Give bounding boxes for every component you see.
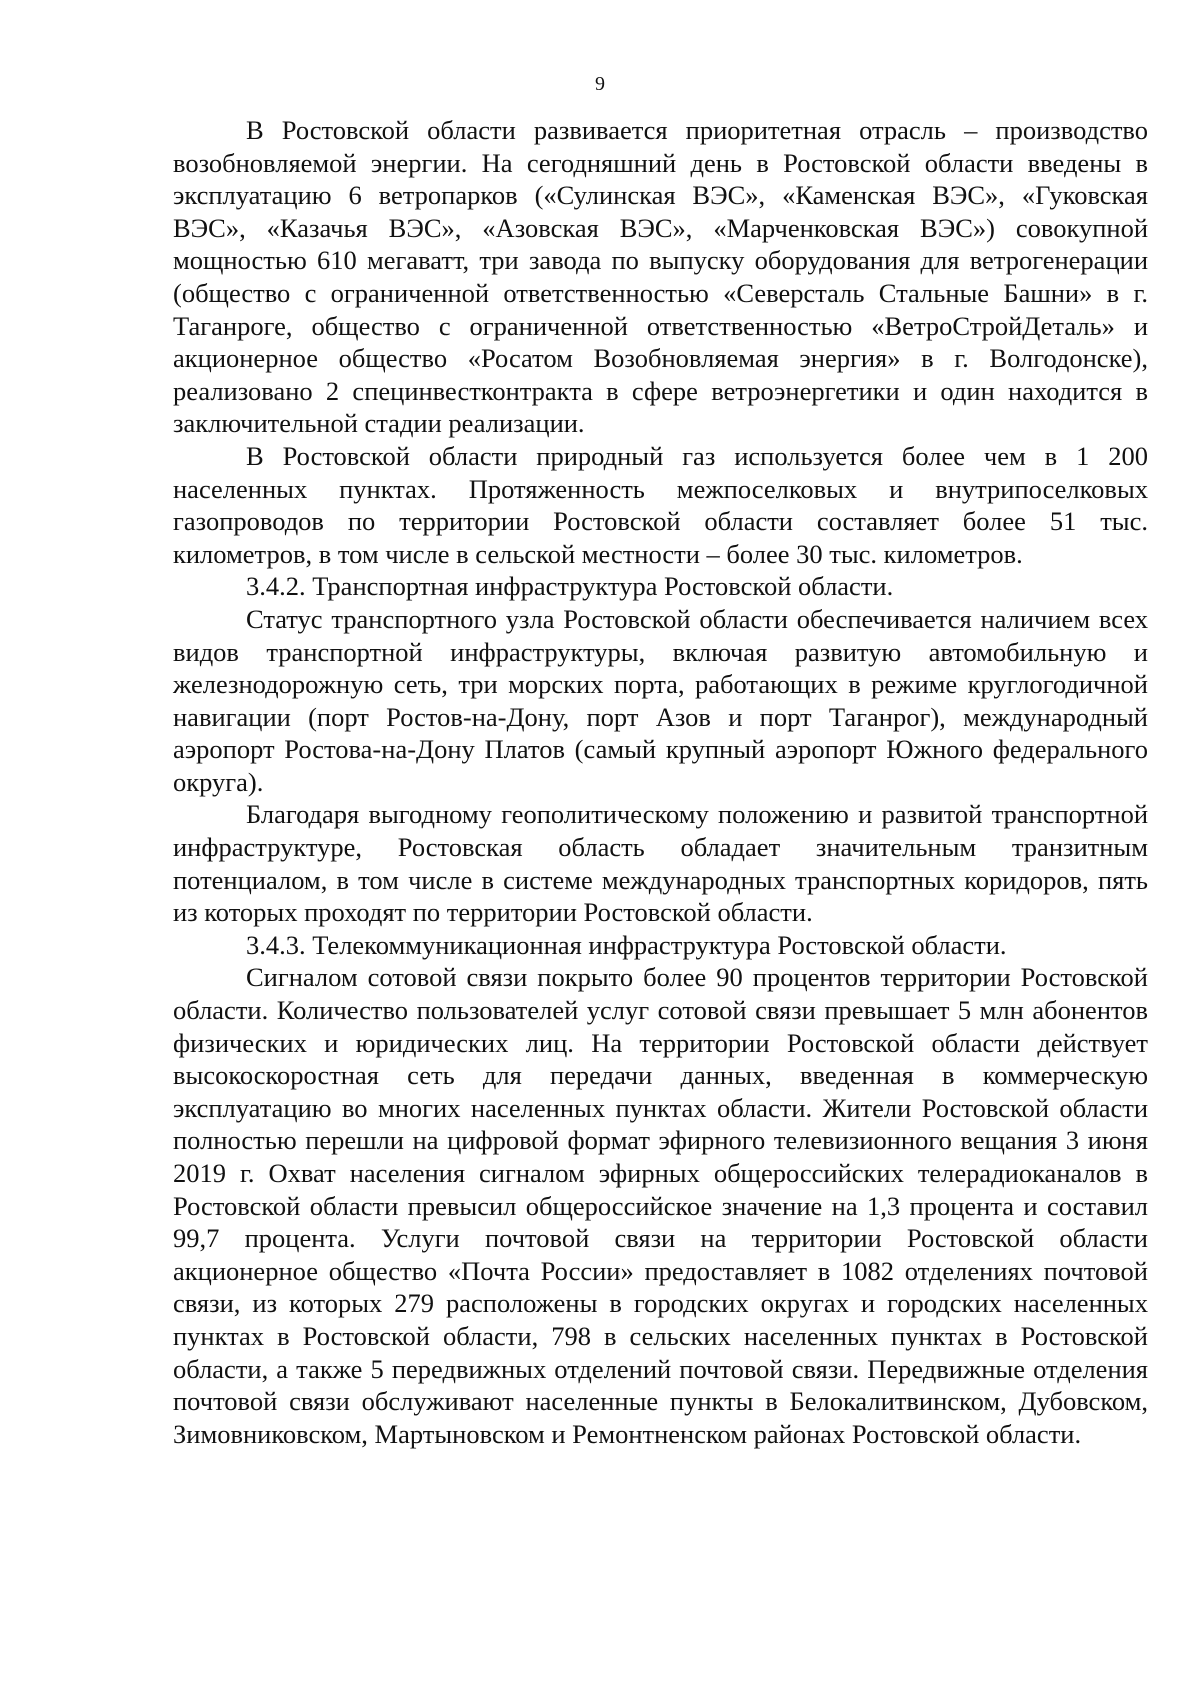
section-heading-transport: 3.4.2. Транспортная инфраструктура Ростовской области. xyxy=(246,571,894,602)
paragraph-renewable-energy: В Ростовской области развивается приоритетная отрасль – производство возобновляемой энергии. На сегодняшний день в Ростовской области введены в эксплуатацию 6 ветропарков («Сулинская ВЭС», «Каменская ВЭС», «Гуковская ВЭС», «Казачья ВЭС», «Азовская ВЭС», «Марченковская ВЭС») совокупной мощностью 610 мегаватт, три завода по выпуску оборудования для ветрогенерации (общество с ограниченной ответственностью «Северсталь Стальные Башни» в г. Таганроге, общество с ограниченной ответственностью «ВетроСтройДеталь» и акционерное общество «Росатом Возобновляемая энергия» в г. Волгодонске), реализовано 2 специнвестконтракта в сфере ветроэнергетики и один находится в заключительной стадии реализации. xyxy=(173,115,1148,439)
paragraph-natural-gas: В Ростовской области природный газ используется более чем в 1 200 населенных пунктах. Протяженность межпоселковых и внутрипоселковых газопроводов по территории Ростовской области составляет более 51 тыс. километров, в том числе в сельской местности – более 30 тыс. километров. xyxy=(173,440,1148,569)
paragraph-transit-potential: Благодаря выгодному геополитическому положению и развитой транспортной инфраструктуре, Ростовская область обладает значительным транзитным потенциалом, в том числе в системе международных транспортных коридоров, пять из которых проходят по территории Ростовской области. xyxy=(173,799,1148,928)
document-body xyxy=(173,114,1148,1450)
paragraph-telecom: Сигналом сотовой связи покрыто более 90 процентов территории Ростовской области. Количество пользователей услуг сотовой связи превышает 5 млн абонентов физических и юридических лиц. На территории Ростовской области действует высокоскоростная сеть для передачи данных, введенная в коммерческую эксплуатацию во многих населенных пунктах области. Жители Ростовской области полностью перешли на цифровой формат эфирного телевизионного вещания 3 июня 2019 г. Охват населения сигналом эфирных общероссийских телерадиоканалов в Ростовской области превысил общероссийское значение на 1,3 процента и составил 99,7 процента. Услуги почтовой связи на территории Ростовской области акционерное общество «Почта России» предоставляет в 1082 отделениях почтовой связи, из которых 279 расположены в городских округах и городских населенных пунктах в Ростовской области, 798 в сельских населенных пунктах в Ростовской области, а также 5 передвижных отделений почтовой связи. Передвижные отделения почтовой связи обслуживают населенные пункты в Белокалитвинском, Дубовском, Зимовниковском, Мартыновском и Ремонтненском районах Ростовской области. xyxy=(173,962,1148,1449)
page-number: 9 xyxy=(595,73,605,95)
paragraph-transport-hub: Статус транспортного узла Ростовской области обеспечивается наличием всех видов транспортной инфраструктуры, включая развитую автомобильную и железнодорожную сеть, три морских порта, работающих в режиме круглогодичной навигации (порт Ростов-на-Дону, порт Азов и порт Таганрог), международный аэропорт Ростова-на-Дону Платов (самый крупный аэропорт Южного федерального округа). xyxy=(173,603,1148,797)
section-heading-telecom: 3.4.3. Телекоммуникационная инфраструктура Ростовской области. xyxy=(246,929,1007,960)
